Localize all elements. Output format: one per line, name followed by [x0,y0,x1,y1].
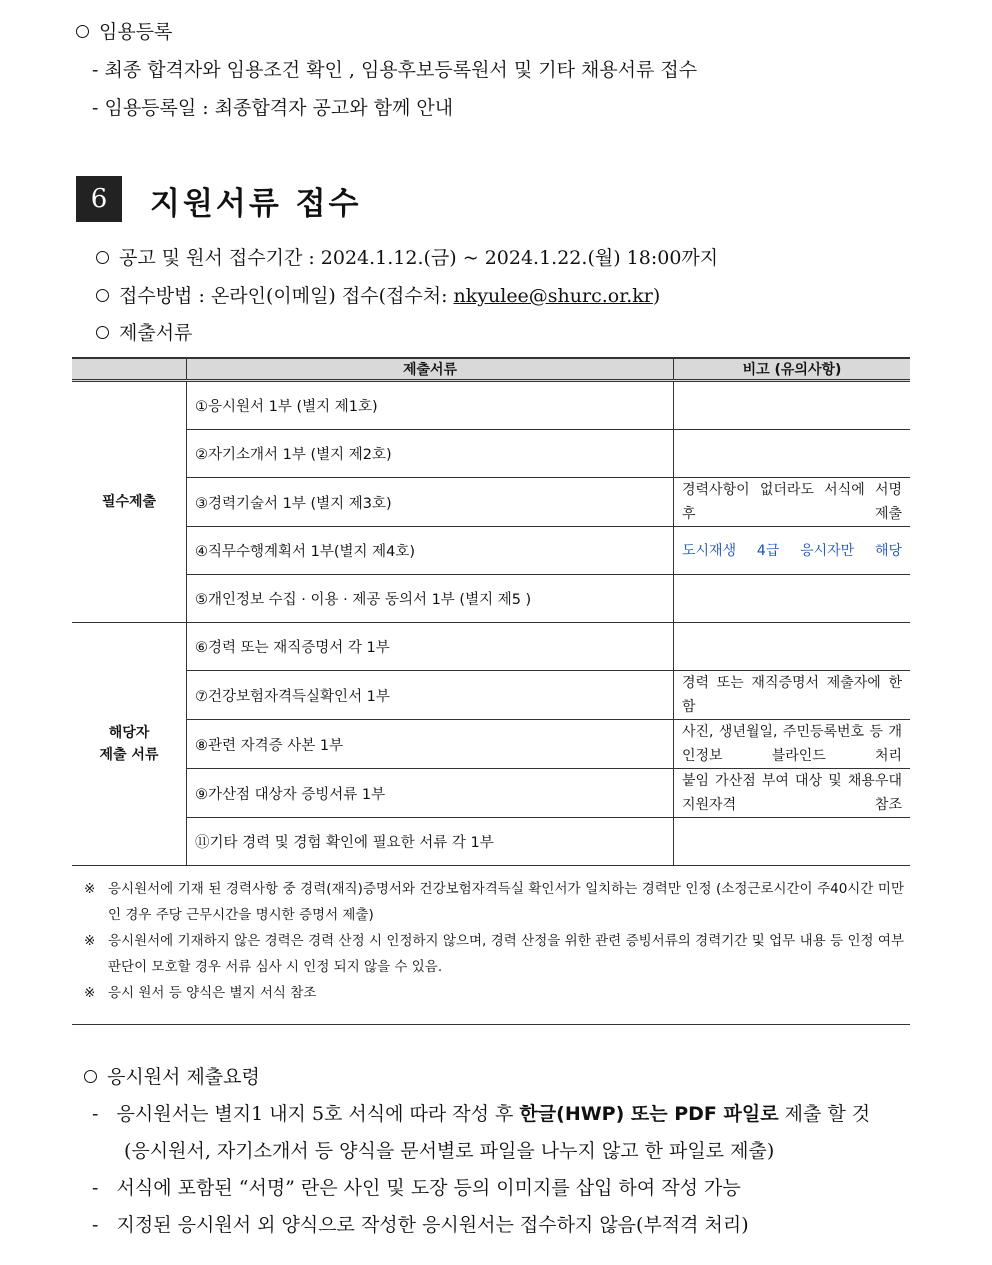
document-item: ③경력기술서 1부 (별지 제3호) [187,478,674,527]
circle-bullet-icon [96,251,109,264]
note-item: ※ 응시 원서 등 양식은 별지 서식 참조 [84,980,904,1006]
document-note: 경력사항이 없더라도 서식에 서명 후 제출 [674,478,911,527]
application-method: 접수방법 : 온라인(이메일) 접수(접수처: nkyulee@shurc.or.kr) [96,281,660,308]
document-item: ⑦건강보험자격득실확인서 1부 [187,671,674,720]
guide-item: - 응시원서는 별지1 내지 5호 서식에 따라 작성 후 한글(HWP) 또는 PDF 파일로 제출 할 것 [92,1103,871,1125]
table-row [72,430,910,478]
notes-list [84,876,904,1006]
guide-item: - 지정된 응시원서 외 양식으로 작성한 응시원서는 접수하지 않음(부적격 처리) [92,1214,749,1236]
document-note [674,430,911,478]
table-row [72,527,910,575]
appointment-item: - 임용등록일 : 최종합격자 공고와 함께 안내 [92,97,454,119]
documents-table [72,357,910,866]
header-group-col [72,358,187,381]
section-number-badge: 6 [76,176,122,222]
reference-mark-icon: ※ [84,985,96,1001]
guide-item-continued: (응시원서, 자기소개서 등 양식을 문서별로 파일을 나누지 않고 한 파일로 제출) [124,1140,775,1162]
reference-mark-icon: ※ [84,881,96,897]
table-row [72,720,910,769]
header-documents: 제출서류 [187,358,674,381]
document-item: ⑤개인정보 수집 · 이용 · 제공 동의서 1부 (별지 제5 ) [187,575,674,623]
documents-heading: 제출서류 [96,318,192,345]
document-item: ⑥경력 또는 재직증명서 각 1부 [187,623,674,671]
note-item: ※ 응시원서에 기재하지 않은 경력은 경력 산정 시 인정하지 않으며, 경력 산정을 위한 관련 증빙서류의 경력기간 및 업무 내용 등 인정 여부 판단이 모호할 경우 서류 심사 시 인정 되지 않을 수 있음. [84,928,904,980]
appointment-heading: 임용등록 [76,17,172,44]
table-row [72,818,910,866]
document-note [674,623,911,671]
document-note: 경력 또는 재직증명서 제출자에 한함 [674,671,911,720]
document-item: ⑪기타 경력 및 경험 확인에 필요한 서류 각 1부 [187,818,674,866]
circle-bullet-icon [96,289,109,302]
header-notes: 비고 (유의사항) [674,358,911,381]
document-note: 도시재생 4급 응시자만 해당 [674,527,911,575]
section-title: 지원서류 접수 [150,186,362,222]
table-row [72,671,910,720]
document-item: ④직무수행계획서 1부(별지 제4호) [187,527,674,575]
table-row [72,478,910,527]
document-note: 사진, 생년월일, 주민등록번호 등 개인정보 블라인드 처리 [674,720,911,769]
document-note [674,818,911,866]
document-item: ⑨가산점 대상자 증빙서류 1부 [187,769,674,818]
table-row [72,381,910,430]
reference-mark-icon: ※ [84,933,96,949]
note-item: ※ 응시원서에 기재 된 경력사항 중 경력(재직)증명서와 건강보험자격득실 확인서가 일치하는 경력만 인정 (소정근로시간이 주40시간 미만인 경우 주당 근무시간을 명시한 증명서 제출) [84,876,904,928]
table-header-row [72,358,910,381]
document-note [674,381,911,430]
guide-item: - 서식에 포함된 “서명” 란은 사인 및 도장 등의 이미지를 삽입 하여 작성 가능 [92,1177,741,1199]
table-row [72,769,910,818]
document-item: ②자기소개서 1부 (별지 제2호) [187,430,674,478]
appointment-item: - 최종 합격자와 임용조건 확인 , 임용후보등록원서 및 기타 채용서류 접수 [92,59,698,81]
circle-bullet-icon [76,25,89,38]
document-item: ⑧관련 자격증 사본 1부 [187,720,674,769]
document-note: 붙임 가산점 부여 대상 및 채용우대 지원자격 참조 [674,769,911,818]
table-row [72,623,910,671]
divider [72,1024,910,1025]
table-row [72,575,910,623]
circle-bullet-icon [84,1070,97,1083]
application-period: 공고 및 원서 접수기간 : 2024.1.12.(금) ~ 2024.1.22.(월) 18:00까지 [96,243,718,270]
document-note [674,575,911,623]
group-optional: 해당자 제출 서류 [72,623,187,866]
document-item: ①응시원서 1부 (별지 제1호) [187,381,674,430]
group-required: 필수제출 [72,381,187,623]
email-link[interactable]: nkyulee@shurc.or.kr [453,285,653,307]
guide-heading: 응시원서 제출요령 [84,1062,260,1089]
circle-bullet-icon [96,326,109,339]
